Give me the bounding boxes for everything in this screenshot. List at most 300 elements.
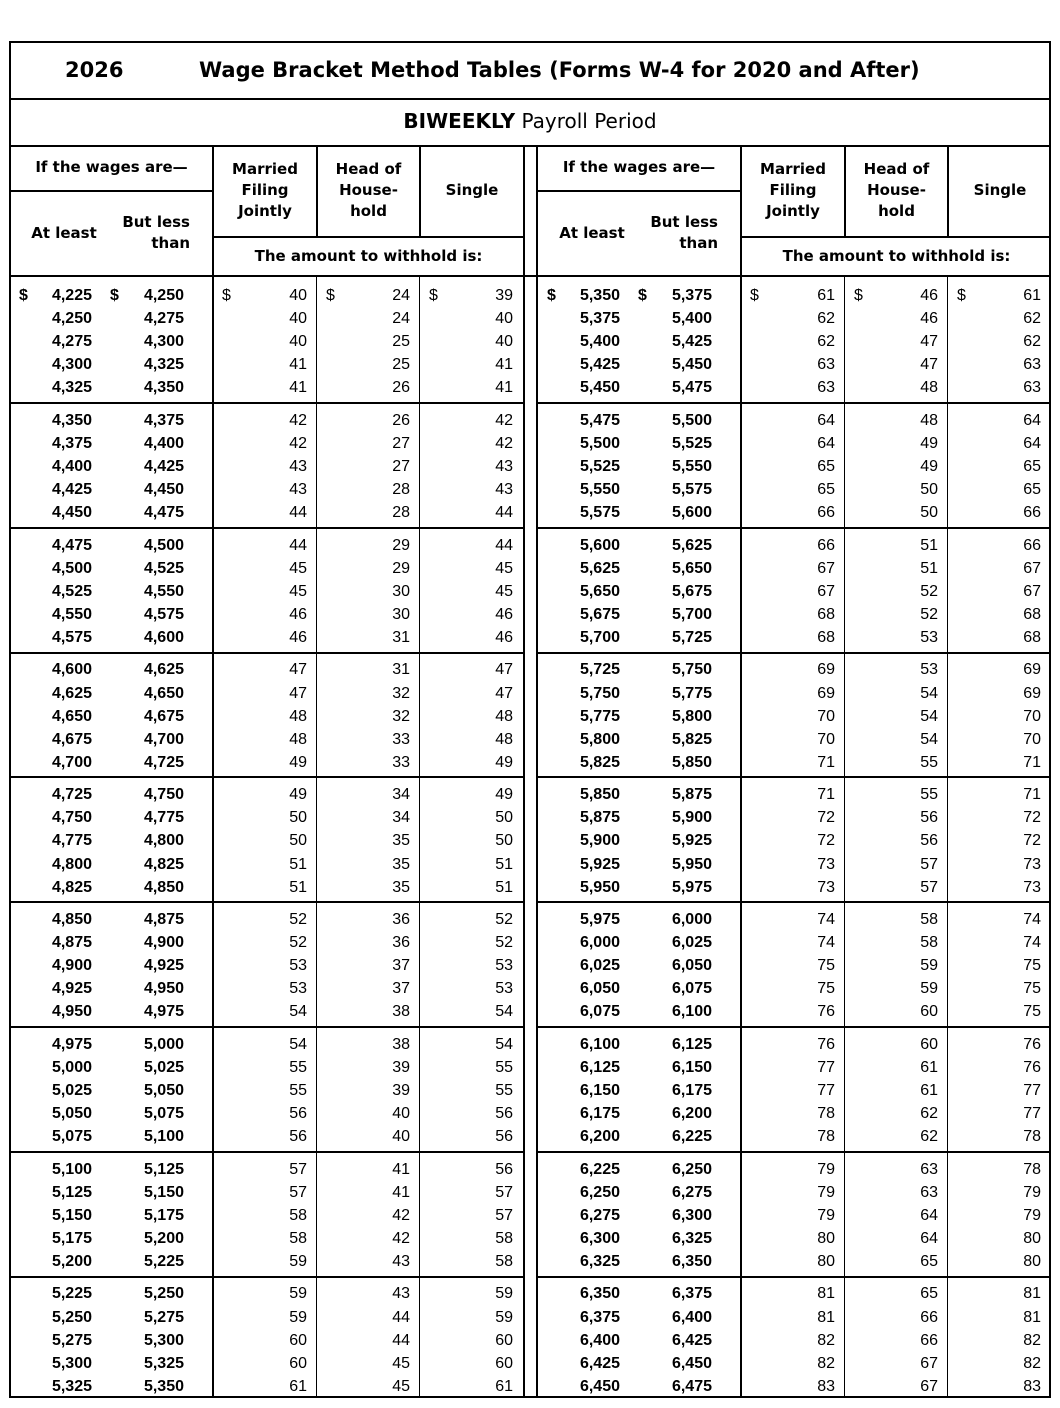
wage-at-least: 4,525 bbox=[51, 582, 92, 600]
group-separator bbox=[537, 527, 1051, 529]
col-rule-left-hoh bbox=[419, 276, 420, 1398]
header-at-least-right: At least bbox=[559, 224, 625, 242]
single-amount: 68 bbox=[1023, 605, 1041, 623]
wage-but-less: 6,100 bbox=[671, 1003, 712, 1021]
single-amount: 56 bbox=[495, 1128, 513, 1146]
wage-at-least: 6,225 bbox=[579, 1160, 620, 1178]
wage-but-less: 5,100 bbox=[143, 1128, 184, 1146]
wage-but-less: 6,000 bbox=[671, 911, 712, 928]
wage-but-less: 5,150 bbox=[143, 1183, 184, 1201]
group-separator bbox=[537, 1276, 1051, 1278]
married-filing-jointly-amount: 55 bbox=[289, 1082, 307, 1099]
married-filing-jointly-amount: 50 bbox=[289, 832, 307, 850]
single-amount: 41 bbox=[495, 356, 513, 374]
head-of-household-amount: 34 bbox=[392, 786, 410, 804]
single-amount: 57 bbox=[495, 1183, 513, 1201]
married-filing-jointly-amount: 57 bbox=[289, 1160, 307, 1178]
col-rule-right-hoh bbox=[947, 276, 948, 1398]
head-of-household-amount: 56 bbox=[920, 809, 938, 827]
wage-but-less: 5,375 bbox=[671, 287, 712, 304]
married-filing-jointly-amount: 61 bbox=[289, 1377, 307, 1395]
married-filing-jointly-amount: 59 bbox=[289, 1253, 307, 1270]
head-of-household-amount: 29 bbox=[392, 559, 410, 577]
single-amount: 53 bbox=[495, 980, 513, 998]
single-amount: 72 bbox=[1023, 809, 1041, 827]
head-of-household-amount: 65 bbox=[920, 1285, 938, 1303]
wage-at-least: 4,475 bbox=[51, 536, 92, 554]
head-of-household-amount: 51 bbox=[920, 559, 938, 577]
wage-at-least: 4,650 bbox=[51, 707, 92, 725]
head-of-household-amount: 35 bbox=[392, 855, 410, 873]
head-of-household-amount: 58 bbox=[920, 911, 938, 928]
wage-but-less: 5,775 bbox=[671, 684, 712, 702]
single-amount: 71 bbox=[1023, 786, 1041, 804]
wage-at-least: 6,275 bbox=[579, 1206, 620, 1224]
single-amount: 66 bbox=[1023, 536, 1041, 554]
wage-but-less: 4,475 bbox=[143, 504, 184, 522]
wage-but-less: 5,550 bbox=[671, 458, 712, 475]
single-amount: 78 bbox=[1023, 1128, 1041, 1146]
single-amount: 68 bbox=[1023, 629, 1041, 646]
head-of-household-amount: 28 bbox=[392, 481, 410, 499]
wage-but-less: 5,275 bbox=[143, 1308, 184, 1326]
married-filing-jointly-amount: 62 bbox=[817, 310, 835, 328]
single-amount: 42 bbox=[495, 434, 513, 452]
wage-but-less: 5,350 bbox=[143, 1377, 184, 1395]
wage-but-less: 4,925 bbox=[143, 957, 184, 975]
single-amount: 73 bbox=[1023, 878, 1041, 896]
head-of-household-amount: 33 bbox=[392, 753, 410, 771]
group-separator bbox=[9, 652, 524, 654]
wage-at-least: 5,575 bbox=[579, 504, 620, 522]
wage-at-least: 6,125 bbox=[579, 1058, 620, 1076]
wage-at-least: 5,450 bbox=[579, 379, 620, 397]
head-of-household-amount: 44 bbox=[392, 1308, 410, 1326]
wage-but-less: 5,500 bbox=[671, 411, 712, 429]
married-filing-jointly-amount: 69 bbox=[817, 661, 835, 679]
single-amount: 40 bbox=[495, 310, 513, 328]
wage-at-least: 5,275 bbox=[51, 1331, 92, 1349]
wage-but-less: 4,550 bbox=[143, 582, 184, 600]
single-amount: 75 bbox=[1023, 980, 1041, 998]
wage-but-less: 6,450 bbox=[671, 1354, 712, 1372]
wage-but-less: 4,875 bbox=[143, 911, 184, 928]
head-of-household-amount: 39 bbox=[392, 1058, 410, 1076]
single-amount: 61 bbox=[1023, 287, 1041, 304]
head-of-household-amount: 53 bbox=[920, 629, 938, 646]
col-rule-right-mfj bbox=[844, 276, 845, 1398]
single-amount: 78 bbox=[1023, 1160, 1041, 1178]
wage-but-less: 4,350 bbox=[143, 379, 184, 397]
wage-but-less: 5,425 bbox=[671, 333, 712, 351]
group-separator bbox=[9, 1276, 524, 1278]
single-amount: 56 bbox=[495, 1105, 513, 1123]
header-single-right: Single bbox=[973, 181, 1027, 199]
header-single-left: Single bbox=[445, 181, 499, 199]
head-of-household-amount: 38 bbox=[392, 1035, 410, 1053]
wage-at-least: 6,150 bbox=[579, 1082, 620, 1099]
wage-but-less: 4,775 bbox=[143, 809, 184, 827]
single-amount: 46 bbox=[495, 605, 513, 623]
single-amount: 67 bbox=[1023, 582, 1041, 600]
wage-at-least: 5,400 bbox=[579, 333, 620, 351]
wage-but-less: 4,675 bbox=[143, 707, 184, 725]
married-filing-jointly-amount: 51 bbox=[289, 878, 307, 896]
single-amount: 46 bbox=[495, 629, 513, 646]
married-filing-jointly-amount: 54 bbox=[289, 1003, 307, 1021]
married-filing-jointly-amount: 45 bbox=[289, 559, 307, 577]
wage-at-least: 4,700 bbox=[51, 753, 92, 771]
married-filing-jointly-amount: 80 bbox=[817, 1229, 835, 1247]
wage-but-less: 5,225 bbox=[143, 1253, 184, 1270]
married-filing-jointly-amount: 73 bbox=[817, 878, 835, 896]
head-of-household-amount: 52 bbox=[920, 582, 938, 600]
withhold-header-divider-right bbox=[741, 236, 1051, 238]
single-amount: 50 bbox=[495, 832, 513, 850]
single-amount: 50 bbox=[495, 809, 513, 827]
single-amount: 54 bbox=[495, 1003, 513, 1021]
wage-at-least: 4,425 bbox=[51, 481, 92, 499]
head-of-household-amount: 27 bbox=[392, 458, 410, 475]
group-separator bbox=[9, 527, 524, 529]
wage-at-least: 6,050 bbox=[579, 980, 620, 998]
wage-but-less: 6,375 bbox=[671, 1285, 712, 1303]
group-separator bbox=[537, 1151, 1051, 1153]
head-of-household-amount: 51 bbox=[920, 536, 938, 554]
head-of-household-amount: 59 bbox=[920, 957, 938, 975]
married-filing-jointly-amount: 77 bbox=[817, 1082, 835, 1099]
married-filing-jointly-amount: 43 bbox=[289, 458, 307, 475]
header-at-least-left: At least bbox=[31, 224, 97, 242]
wage-at-least: 6,075 bbox=[579, 1003, 620, 1021]
wage-at-least: 5,675 bbox=[579, 605, 620, 623]
head-of-household-amount: 43 bbox=[392, 1285, 410, 1303]
withhold-header-divider-left bbox=[213, 236, 524, 238]
single-amount: 52 bbox=[495, 934, 513, 952]
wage-at-least: 4,750 bbox=[51, 809, 92, 827]
wage-but-less: 4,800 bbox=[143, 832, 184, 850]
head-of-household-amount: 60 bbox=[920, 1003, 938, 1021]
married-filing-jointly-amount: 71 bbox=[817, 753, 835, 771]
head-of-household-amount: 32 bbox=[392, 707, 410, 725]
married-filing-jointly-amount: 42 bbox=[289, 411, 307, 429]
group-separator bbox=[537, 652, 1051, 654]
wage-at-least: 5,000 bbox=[51, 1058, 92, 1076]
wage-but-less: 5,875 bbox=[671, 786, 712, 804]
single-amount: 79 bbox=[1023, 1206, 1041, 1224]
wage-but-less: 6,150 bbox=[671, 1058, 712, 1076]
married-filing-jointly-amount: 82 bbox=[817, 1331, 835, 1349]
single-amount: 52 bbox=[495, 911, 513, 928]
single-amount: 51 bbox=[495, 855, 513, 873]
wages-header-divider-left bbox=[9, 190, 213, 192]
wage-at-least: 5,475 bbox=[579, 411, 620, 429]
wage-but-less: 6,400 bbox=[671, 1308, 712, 1326]
dollar-sign: $ bbox=[429, 287, 438, 304]
married-filing-jointly-amount: 71 bbox=[817, 786, 835, 804]
head-of-household-amount: 37 bbox=[392, 980, 410, 998]
table-year: 2026 bbox=[65, 58, 124, 82]
wage-but-less: 5,600 bbox=[671, 504, 712, 522]
married-filing-jointly-amount: 48 bbox=[289, 730, 307, 748]
single-amount: 51 bbox=[495, 878, 513, 896]
single-amount: 81 bbox=[1023, 1285, 1041, 1303]
married-filing-jointly-amount: 68 bbox=[817, 629, 835, 646]
wage-at-least: 4,325 bbox=[51, 379, 92, 397]
wage-but-less: 5,575 bbox=[671, 481, 712, 499]
period-divider bbox=[9, 145, 1051, 147]
wage-but-less: 5,200 bbox=[143, 1229, 184, 1247]
single-amount: 77 bbox=[1023, 1105, 1041, 1123]
wage-but-less: 6,125 bbox=[671, 1035, 712, 1053]
wage-but-less: 4,300 bbox=[143, 333, 184, 351]
married-filing-jointly-amount: 61 bbox=[817, 287, 835, 304]
single-amount: 40 bbox=[495, 333, 513, 351]
single-amount: 74 bbox=[1023, 934, 1041, 952]
single-amount: 76 bbox=[1023, 1035, 1041, 1053]
married-filing-jointly-amount: 52 bbox=[289, 911, 307, 928]
wage-but-less: 6,025 bbox=[671, 934, 712, 952]
married-filing-jointly-amount: 59 bbox=[289, 1308, 307, 1326]
married-filing-jointly-amount: 76 bbox=[817, 1003, 835, 1021]
married-filing-jointly-amount: 72 bbox=[817, 832, 835, 850]
married-filing-jointly-amount: 81 bbox=[817, 1285, 835, 1303]
wage-at-least: 5,725 bbox=[579, 661, 620, 679]
married-filing-jointly-amount: 67 bbox=[817, 559, 835, 577]
wage-but-less: 5,525 bbox=[671, 434, 712, 452]
head-of-household-amount: 46 bbox=[920, 310, 938, 328]
single-amount: 66 bbox=[1023, 504, 1041, 522]
head-of-household-amount: 30 bbox=[392, 582, 410, 600]
head-of-household-amount: 35 bbox=[392, 878, 410, 896]
head-of-household-amount: 32 bbox=[392, 684, 410, 702]
wage-at-least: 6,425 bbox=[579, 1354, 620, 1372]
head-of-household-amount: 24 bbox=[392, 310, 410, 328]
wage-at-least: 4,350 bbox=[51, 411, 92, 429]
wage-at-least: 4,225 bbox=[51, 287, 92, 304]
wage-but-less: 4,700 bbox=[143, 730, 184, 748]
wage-but-less: 4,625 bbox=[143, 661, 184, 679]
single-amount: 49 bbox=[495, 753, 513, 771]
wage-at-least: 4,825 bbox=[51, 878, 92, 896]
single-amount: 53 bbox=[495, 957, 513, 975]
married-filing-jointly-amount: 59 bbox=[289, 1285, 307, 1303]
wage-but-less: 6,075 bbox=[671, 980, 712, 998]
wage-at-least: 4,575 bbox=[51, 629, 92, 646]
col-divider-right-wages bbox=[740, 146, 742, 1398]
married-filing-jointly-amount: 55 bbox=[289, 1058, 307, 1076]
header-mfj-left: Married Filing Jointly bbox=[232, 160, 298, 220]
wage-but-less: 5,125 bbox=[143, 1160, 184, 1178]
wage-but-less: 5,175 bbox=[143, 1206, 184, 1224]
head-of-household-amount: 41 bbox=[392, 1183, 410, 1201]
single-amount: 55 bbox=[495, 1058, 513, 1076]
wage-but-less: 5,925 bbox=[671, 832, 712, 850]
head-of-household-amount: 62 bbox=[920, 1128, 938, 1146]
wage-at-least: 5,150 bbox=[51, 1206, 92, 1224]
wage-but-less: 4,650 bbox=[143, 684, 184, 702]
head-of-household-amount: 58 bbox=[920, 934, 938, 952]
wage-but-less: 5,700 bbox=[671, 605, 712, 623]
wage-at-least: 4,450 bbox=[51, 504, 92, 522]
head-of-household-amount: 57 bbox=[920, 878, 938, 896]
wage-but-less: 5,400 bbox=[671, 310, 712, 328]
married-filing-jointly-amount: 67 bbox=[817, 582, 835, 600]
table-split-line-a bbox=[523, 146, 525, 1398]
married-filing-jointly-amount: 73 bbox=[817, 855, 835, 873]
single-amount: 48 bbox=[495, 707, 513, 725]
head-of-household-amount: 42 bbox=[392, 1206, 410, 1224]
head-of-household-amount: 53 bbox=[920, 661, 938, 679]
wage-at-least: 5,625 bbox=[579, 559, 620, 577]
single-amount: 60 bbox=[495, 1331, 513, 1349]
married-filing-jointly-amount: 78 bbox=[817, 1105, 835, 1123]
head-of-household-amount: 26 bbox=[392, 411, 410, 429]
married-filing-jointly-amount: 70 bbox=[817, 730, 835, 748]
wage-but-less: 4,500 bbox=[143, 536, 184, 554]
married-filing-jointly-amount: 65 bbox=[817, 481, 835, 499]
head-of-household-amount: 56 bbox=[920, 832, 938, 850]
wage-but-less: 5,750 bbox=[671, 661, 712, 679]
married-filing-jointly-amount: 48 bbox=[289, 707, 307, 725]
wage-at-least: 5,850 bbox=[579, 786, 620, 804]
single-amount: 57 bbox=[495, 1206, 513, 1224]
wage-at-least: 6,175 bbox=[579, 1105, 620, 1123]
single-amount: 54 bbox=[495, 1035, 513, 1053]
wage-but-less: 4,950 bbox=[143, 980, 184, 998]
single-amount: 60 bbox=[495, 1354, 513, 1372]
single-amount: 82 bbox=[1023, 1331, 1041, 1349]
wage-but-less: 6,225 bbox=[671, 1128, 712, 1146]
married-filing-jointly-amount: 49 bbox=[289, 786, 307, 804]
single-amount: 45 bbox=[495, 582, 513, 600]
wage-at-least: 4,925 bbox=[51, 980, 92, 998]
married-filing-jointly-amount: 56 bbox=[289, 1105, 307, 1123]
wage-at-least: 5,750 bbox=[579, 684, 620, 702]
wage-but-less: 5,000 bbox=[143, 1035, 184, 1053]
single-amount: 58 bbox=[495, 1229, 513, 1247]
wage-at-least: 4,275 bbox=[51, 333, 92, 351]
wage-at-least: 6,450 bbox=[579, 1377, 620, 1395]
wage-at-least: 4,375 bbox=[51, 434, 92, 452]
married-filing-jointly-amount: 63 bbox=[817, 356, 835, 374]
wage-but-less: 5,050 bbox=[143, 1082, 184, 1099]
head-of-household-amount: 43 bbox=[392, 1253, 410, 1270]
wage-at-least: 4,775 bbox=[51, 832, 92, 850]
married-filing-jointly-amount: 65 bbox=[817, 458, 835, 475]
wage-but-less: 5,325 bbox=[143, 1354, 184, 1372]
head-of-household-amount: 52 bbox=[920, 605, 938, 623]
wage-at-least: 4,600 bbox=[51, 661, 92, 679]
single-amount: 47 bbox=[495, 661, 513, 679]
wage-at-least: 5,425 bbox=[579, 356, 620, 374]
wage-at-least: 5,175 bbox=[51, 1229, 92, 1247]
head-of-household-amount: 46 bbox=[920, 287, 938, 304]
dollar-sign: $ bbox=[222, 287, 231, 304]
married-filing-jointly-amount: 49 bbox=[289, 753, 307, 771]
dollar-sign: $ bbox=[326, 287, 335, 304]
dollar-sign: $ bbox=[110, 287, 119, 304]
single-amount: 48 bbox=[495, 730, 513, 748]
married-filing-jointly-amount: 42 bbox=[289, 434, 307, 452]
married-filing-jointly-amount: 50 bbox=[289, 809, 307, 827]
head-of-household-amount: 65 bbox=[920, 1253, 938, 1270]
wage-but-less: 4,525 bbox=[143, 559, 184, 577]
head-of-household-amount: 48 bbox=[920, 379, 938, 397]
header-hoh-right: Head of House- hold bbox=[863, 160, 930, 220]
wage-but-less: 4,975 bbox=[143, 1003, 184, 1021]
single-amount: 75 bbox=[1023, 957, 1041, 975]
wage-at-least: 6,400 bbox=[579, 1331, 620, 1349]
head-of-household-amount: 49 bbox=[920, 458, 938, 475]
header-but-less-left: But less than bbox=[122, 213, 190, 252]
wage-but-less: 6,175 bbox=[671, 1082, 712, 1099]
single-amount: 44 bbox=[495, 504, 513, 522]
married-filing-jointly-amount: 78 bbox=[817, 1128, 835, 1146]
head-of-household-amount: 66 bbox=[920, 1331, 938, 1349]
dollar-sign: $ bbox=[638, 287, 647, 304]
group-separator bbox=[9, 1026, 524, 1028]
head-of-household-amount: 45 bbox=[392, 1354, 410, 1372]
married-filing-jointly-amount: 53 bbox=[289, 980, 307, 998]
head-of-household-amount: 54 bbox=[920, 684, 938, 702]
group-separator bbox=[537, 901, 1051, 903]
wage-at-least: 6,300 bbox=[579, 1229, 620, 1247]
wage-but-less: 6,350 bbox=[671, 1253, 712, 1270]
head-of-household-amount: 63 bbox=[920, 1160, 938, 1178]
wage-at-least: 5,325 bbox=[51, 1377, 92, 1395]
married-filing-jointly-amount: 66 bbox=[817, 536, 835, 554]
wage-at-least: 5,075 bbox=[51, 1128, 92, 1146]
wage-at-least: 5,550 bbox=[579, 481, 620, 499]
wage-at-least: 4,675 bbox=[51, 730, 92, 748]
head-of-household-amount: 37 bbox=[392, 957, 410, 975]
header-withhold-left: The amount to withhold is: bbox=[254, 247, 483, 265]
wage-but-less: 5,475 bbox=[671, 379, 712, 397]
married-filing-jointly-amount: 58 bbox=[289, 1229, 307, 1247]
wage-at-least: 6,000 bbox=[579, 934, 620, 952]
head-of-household-amount: 60 bbox=[920, 1035, 938, 1053]
single-amount: 56 bbox=[495, 1160, 513, 1178]
header-mfj-right: Married Filing Jointly bbox=[760, 160, 826, 220]
wage-at-least: 6,375 bbox=[579, 1308, 620, 1326]
single-amount: 67 bbox=[1023, 559, 1041, 577]
wage-but-less: 4,375 bbox=[143, 411, 184, 429]
single-amount: 63 bbox=[1023, 379, 1041, 397]
wage-at-least: 5,875 bbox=[579, 809, 620, 827]
header-wages-right: If the wages are— bbox=[562, 158, 716, 176]
married-filing-jointly-amount: 75 bbox=[817, 957, 835, 975]
payroll-period-label bbox=[0, 109, 1060, 133]
single-amount: 42 bbox=[495, 411, 513, 429]
single-amount: 62 bbox=[1023, 310, 1041, 328]
single-amount: 75 bbox=[1023, 1003, 1041, 1021]
head-of-household-amount: 64 bbox=[920, 1206, 938, 1224]
wage-but-less: 5,975 bbox=[671, 878, 712, 896]
married-filing-jointly-amount: 69 bbox=[817, 684, 835, 702]
single-amount: 77 bbox=[1023, 1082, 1041, 1099]
single-amount: 64 bbox=[1023, 411, 1041, 429]
single-amount: 76 bbox=[1023, 1058, 1041, 1076]
head-of-household-amount: 26 bbox=[392, 379, 410, 397]
head-of-household-amount: 67 bbox=[920, 1354, 938, 1372]
dollar-sign: $ bbox=[19, 287, 28, 304]
married-filing-jointly-amount: 79 bbox=[817, 1160, 835, 1178]
wage-at-least: 4,725 bbox=[51, 786, 92, 804]
head-of-household-amount: 54 bbox=[920, 730, 938, 748]
group-separator bbox=[537, 1026, 1051, 1028]
wage-at-least: 5,125 bbox=[51, 1183, 92, 1201]
